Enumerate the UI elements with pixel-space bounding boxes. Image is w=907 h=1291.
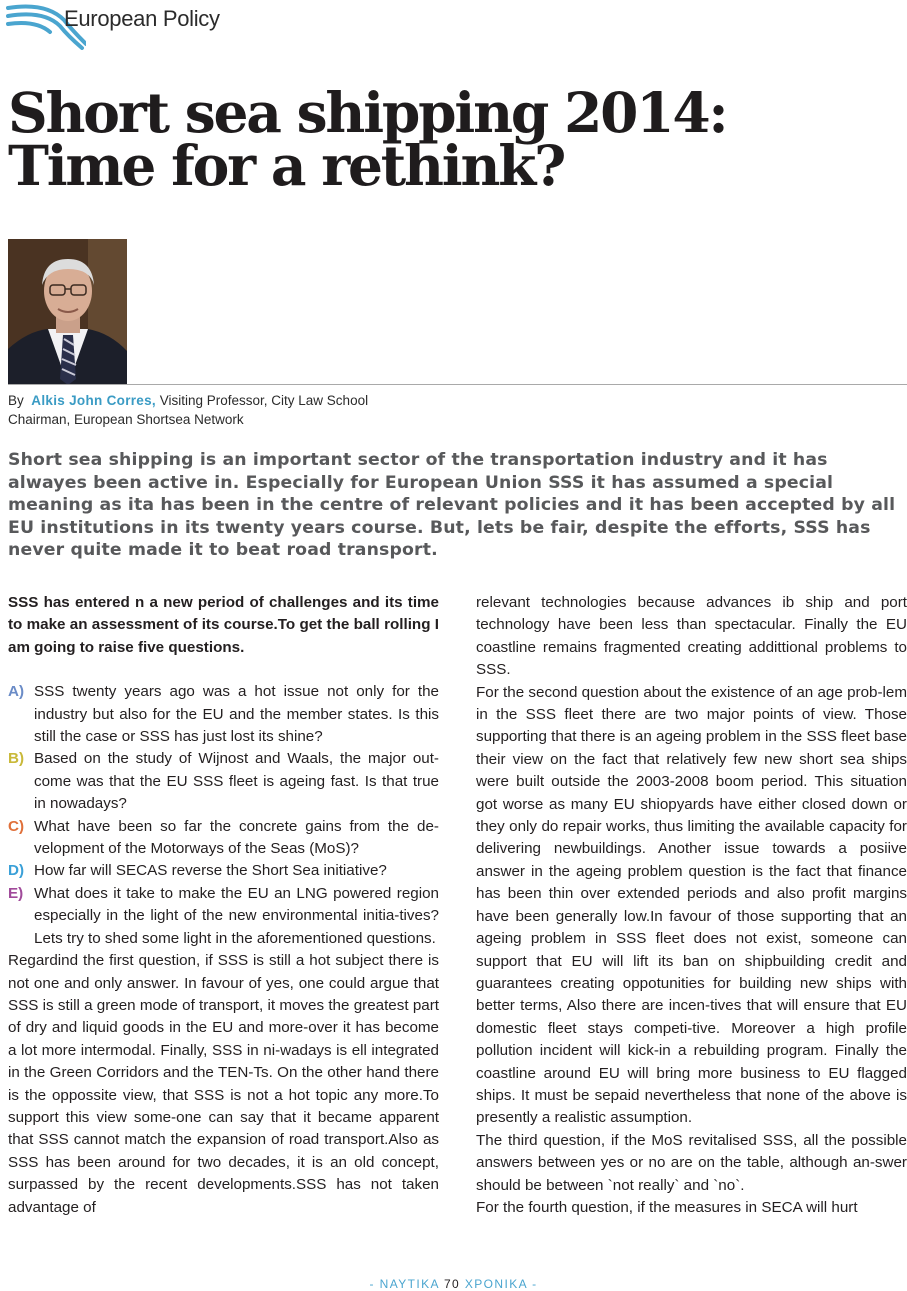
question-text: Based on the study of Wijnost and Waals, the major out-come was that the EU SSS fleet is ageing fast. Is that true in nowadays? [34, 750, 439, 813]
question-text: What have been so far the concrete gains from the de-velopment of the Motorways of the Seas (MoS)? [34, 817, 439, 858]
body-paragraph: relevant technologies because advances ib ship and port technology have been less than spectacular. Finally the EU coastline remains fragmented creating addittional problems to SSS. [476, 594, 907, 679]
headline-line-1: Short sea shipping 2014: [8, 80, 727, 145]
question-text: What does it take to make the EU an LNG powered region especially in the light of the new environmental initia-tives? Lets try to shed some light in the aforementioned questions. [34, 884, 439, 947]
question-letter: D) [8, 862, 25, 880]
question-item [8, 860, 439, 882]
headline-line-2: Time for a rethink? [8, 133, 565, 198]
body-paragraph: For the second question about the existence of an age prob-lem in the SSS fleet there are two major points of view. Those supporting that there is an ageing problem in the SSS fleet base their view on the fact that relatively few new short sea ships were built outside the 2003-2008 boom period. This situation got worse as many EU shiopyards have either closed down or they only do repair works, thus limiting the available capacity for delivering newbuildings. Another issue towards a posiive answer in the ageing problem question is the fact that finance has been thin over extended periods and also profit margins have been generally low.In favour of those supporting that an ageing problem in SSS fleet does not exist, someone can support that EU will lift its ban on shipbuilding credit and guarantees creating oppotunities for building new ships with better terms, Also there are incen-tives that will ensure that EU domestic fleet stays competi-tive. Moreover a high profile pollution incident will kick-in a rebuilding program. Finally the coastline around EU will bring more business to EU flagged ships. It must be sepaid nevertheless that none of the above is presently a realistic assumption. [476, 683, 907, 1127]
question-letter: B) [8, 750, 25, 768]
question-letter: A) [8, 683, 25, 701]
byline-line-1 [8, 391, 368, 410]
question-text: How far will SECAS reverse the Short Sea initiative? [34, 862, 387, 880]
article-column-right [476, 592, 907, 1219]
body-paragraph: Regardind the first question, if SSS is still a hot subject there is not one and only answer. In favour of yes, one could argue that SSS is still a green mode of transport, it moves the greatest part of dry and liquid goods in the EU and more-over it has become a lot more intermodal. Finally, SSS in ni-wadays is ell integrated in the Green Corridors and the TEN-Ts. On the other hand there is the oppossite view, that SSS is not a hot topic any more.To support this view some-one can say that it became apparent that SSS cannot match the expansion of road transport.Also as SSS has been around for two decades, it is an old concept, surpassed by the recent developments.SSS has not taken advantage of [8, 952, 439, 1216]
article-column-left [8, 592, 439, 1219]
question-letter: C) [8, 817, 25, 835]
byline [8, 391, 368, 429]
author-role-1: Visiting Professor, City Law School [159, 393, 369, 408]
intro-paragraph: SSS has entered n a new period of challenges and its time to make an assessment of its course.To get the ball rolling I am going to raise five questions. [8, 594, 439, 656]
body-paragraph: For the fourth question, if the measures in SECA will hurt [476, 1198, 858, 1216]
question-item [8, 883, 439, 950]
page-title [8, 80, 888, 198]
questions-list [8, 681, 439, 950]
page-footer [0, 1277, 907, 1291]
page-number: 70 [443, 1277, 461, 1291]
author-portrait-icon [8, 239, 127, 385]
author-name: Alkis John Corres, [31, 393, 156, 408]
byline-by: By [8, 393, 24, 408]
question-text: SSS twenty years ago was a hot issue not only for the industry but also for the EU and the member states. Is this still the case or SSS has just lost its shine? [34, 683, 439, 746]
section-label: European Policy [64, 6, 220, 31]
lead-paragraph: Short sea shipping is an important sector of the transportation industry and it has alwayes been active in. Especially for European Union SSS it has assumed a special meaning as ita has been in the centre of relevant policies and it has been accepted by all EU institutions in its twenty years course. But, lets be fair, despite the efforts, SSS has never quite made it to beat road transport. [8, 450, 896, 560]
question-item [8, 816, 439, 861]
divider [8, 384, 907, 385]
footer-publication-left: - ΝΑΥΤΙΚΑ [369, 1277, 440, 1291]
footer-publication-right: ΧΡΟΝΙΚΑ - [464, 1277, 538, 1291]
question-item [8, 681, 439, 748]
question-item [8, 748, 439, 815]
question-letter: E) [8, 884, 24, 902]
author-role-2: Chairman, European Shortsea Network [8, 412, 244, 427]
body-paragraph: The third question, if the MoS revitalised SSS, all the possible answers between yes or no are on the table, although an-swer should be between `not really` and `no`. [476, 1131, 907, 1194]
